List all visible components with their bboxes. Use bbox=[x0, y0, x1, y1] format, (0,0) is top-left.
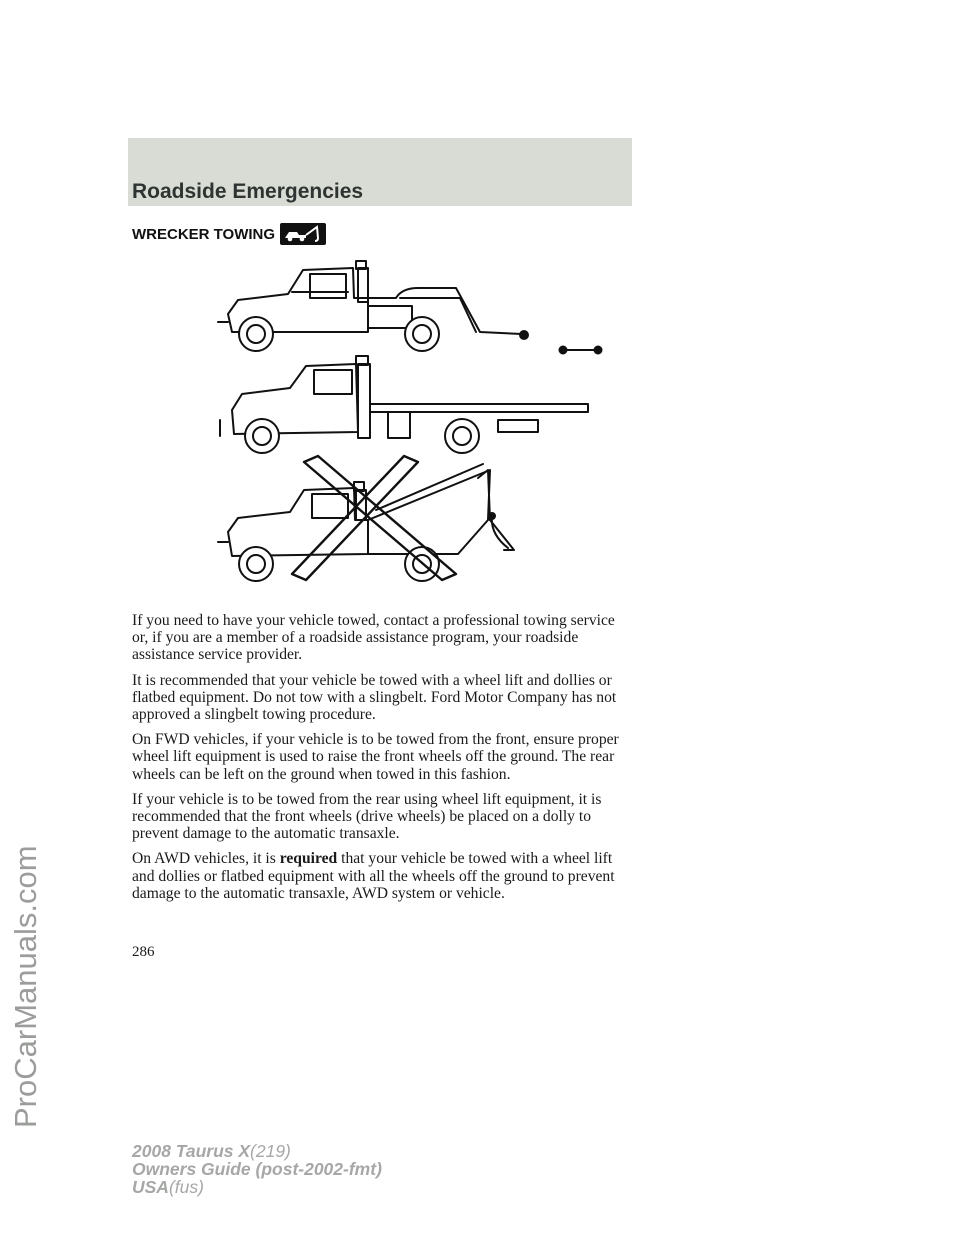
footer-line-guide bbox=[132, 1160, 382, 1178]
paragraph-contact-towing-service: If you need to have your vehicle towed, contact a professional towing service or, if you are a member of a roadside assistance program, your roadside assistance service provider. bbox=[132, 612, 615, 664]
document-footer bbox=[132, 1142, 382, 1196]
footer-model-name: 2008 Taurus X bbox=[132, 1141, 251, 1161]
awd-text-end: that your vehicle be towed with a wheel lift and dollies or flatbed equipment with all the wheels off the ground to prevent damage to the automatic transaxle, AWD system or vehicle. bbox=[132, 850, 615, 902]
footer-line-market bbox=[132, 1178, 382, 1196]
footer-line-model bbox=[132, 1142, 382, 1160]
paragraph-rear-tow-dolly: If your vehicle is to be towed from the rear using wheel lift equipment, it is recommended that the front wheels (drive wheels) be placed on a dolly to prevent damage to the automatic transaxle. bbox=[132, 790, 602, 843]
footer-market: USA bbox=[132, 1177, 169, 1197]
awd-text-start: On AWD vehicles, it is bbox=[132, 850, 280, 868]
awd-required-emphasis: required bbox=[279, 850, 338, 868]
page-number: 286 bbox=[132, 944, 155, 960]
body-text bbox=[132, 612, 632, 910]
watermark-text: ProCarManuals.com bbox=[8, 845, 43, 1128]
subheading-wrecker-towing: WRECKER TOWING bbox=[132, 226, 276, 243]
tow-truck-icon bbox=[280, 223, 326, 245]
footer-guide-name: Owners Guide (post-2002-fmt) bbox=[132, 1159, 382, 1179]
section-title: Roadside Emergencies bbox=[132, 180, 364, 203]
paragraph-awd-requirement bbox=[132, 850, 632, 902]
slingbelt-tow-truck-not-approved bbox=[218, 456, 514, 581]
towing-methods-illustration bbox=[208, 258, 608, 588]
paragraph-fwd-front-tow: On FWD vehicles, if your vehicle is to be towed from the front, ensure proper wheel lift equipment is used to raise the front wheels off the ground. The rear wheels can be left on the ground when towed in this fashion. bbox=[132, 731, 619, 783]
flatbed-tow-truck bbox=[220, 356, 588, 453]
footer-model-code: (219) bbox=[250, 1141, 291, 1161]
wheel-lift-tow-truck bbox=[218, 261, 602, 354]
paragraph-recommended-equipment: It is recommended that your vehicle be towed with a wheel lift and dollies or flatbed equipment. Do not tow with a slingbelt. Ford Motor Company has not approved a slingbelt towing procedure. bbox=[132, 671, 617, 724]
footer-market-code: (fus) bbox=[168, 1177, 204, 1197]
